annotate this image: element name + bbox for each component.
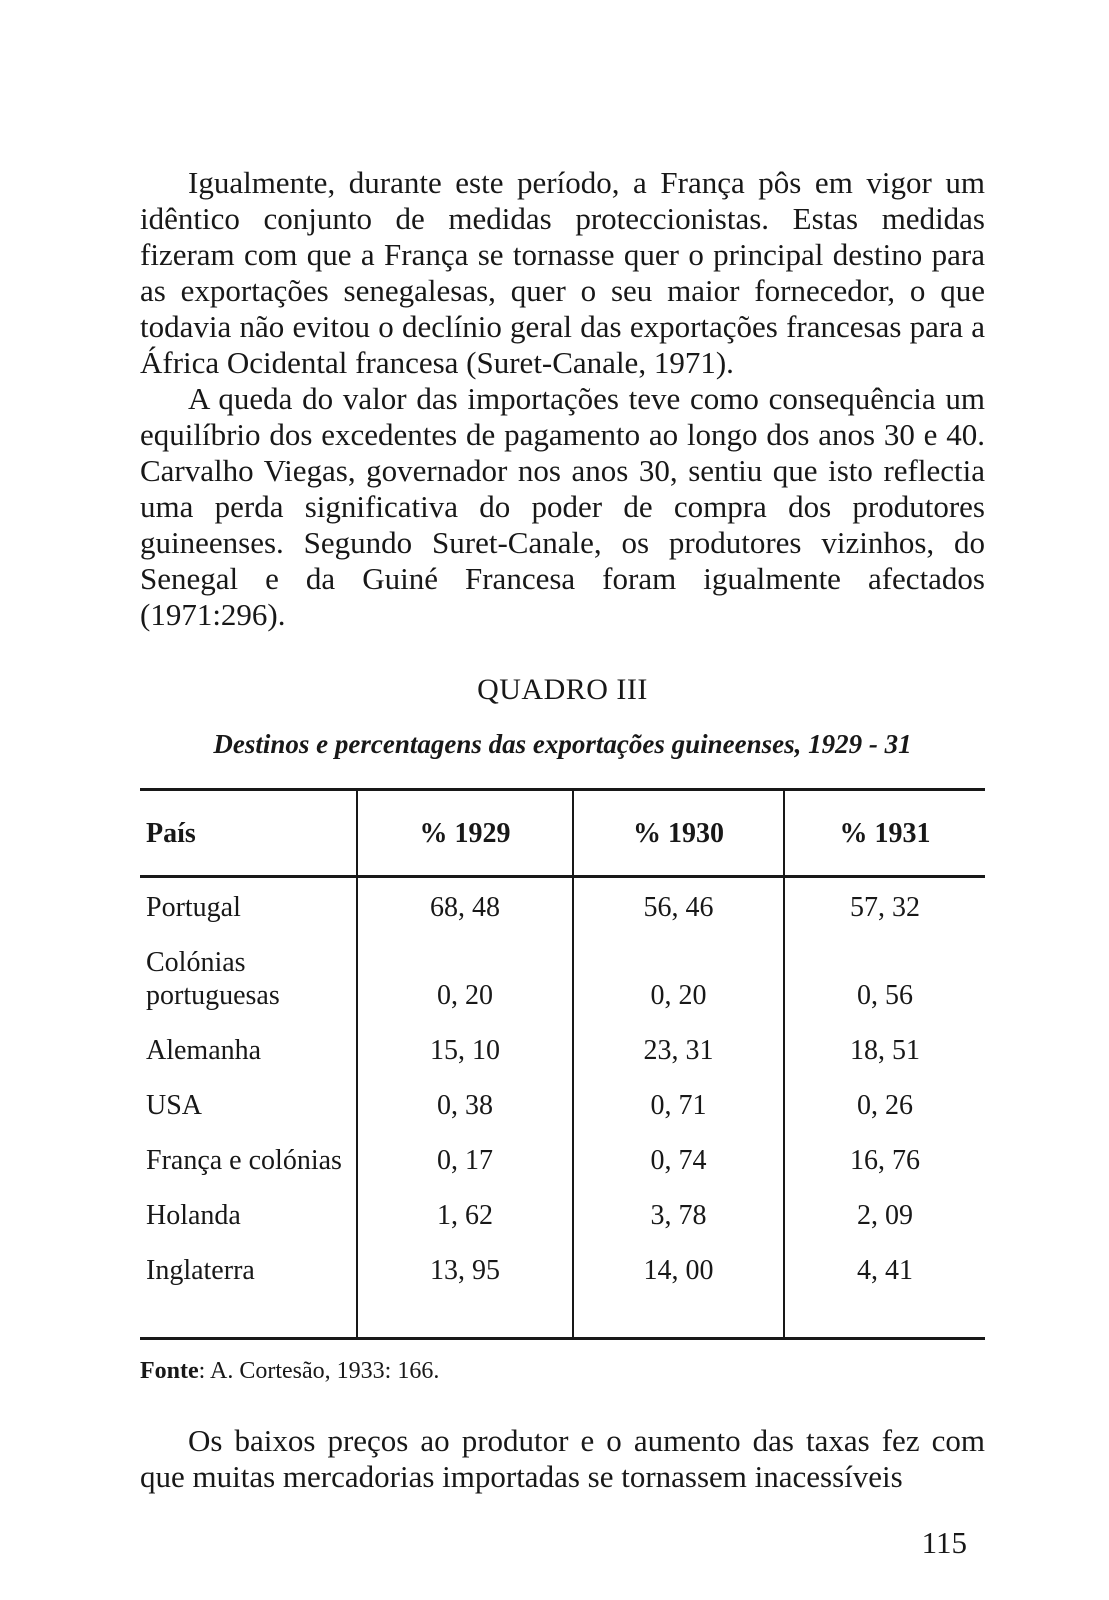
body-text: [140, 165, 985, 633]
table-row-inglaterra: [140, 1232, 985, 1339]
table-title: QUADRO III: [477, 673, 648, 706]
source-label: Fonte: [140, 1358, 199, 1384]
table-source: [140, 1358, 985, 1385]
value-cell: 0, 71: [573, 1067, 784, 1122]
header-row: [140, 790, 985, 877]
paragraph-2: A queda do valor das importações teve como consequência um equilíbrio dos excedentes de pagamento ao longo dos anos 30 e 40. Carvalho Viegas, governador nos anos 30, sentiu que isto reflectia uma perda significativa do poder de compra dos produtores guineenses. Segundo Suret-Canale, os produtores vizinhos, do Senegal e da Guiné Francesa foram igualmente afectados (1971:296).: [140, 381, 985, 632]
table-row-portugal: [140, 877, 985, 925]
column-header-1931: % 1931: [784, 790, 985, 877]
value-cell: 68, 48: [357, 877, 573, 925]
exports-table: [140, 788, 985, 1340]
value-cell: 0, 26: [857, 1090, 913, 1121]
column-header-1929: % 1929: [357, 790, 573, 877]
country-cell: Alemanha: [140, 1012, 357, 1067]
closing-paragraph: Os baixos preços ao produtor e o aumento das taxas fez com que muitas mercadorias importadas se tornassem inacessíveis: [140, 1423, 985, 1494]
country-cell: Inglaterra: [140, 1232, 357, 1339]
value-cell: 13, 95: [357, 1232, 573, 1339]
value-cell: 0, 74: [573, 1122, 784, 1177]
table-row-franca-e-colonias: [140, 1122, 985, 1177]
table-section: [140, 673, 985, 1385]
source-citation: : A. Cortesão, 1933: 166.: [198, 1358, 440, 1384]
country-cell: Colónias portuguesas: [140, 924, 357, 1012]
value-cell: 15, 10: [357, 1012, 573, 1067]
value-cell: 57, 32: [850, 892, 920, 923]
value-cell: 0, 56: [857, 980, 913, 1011]
value-cell: 0, 20: [357, 924, 573, 1012]
value-cell: 56, 46: [573, 877, 784, 925]
value-cell: 16, 76: [850, 1145, 920, 1176]
value-cell: 0, 17: [357, 1122, 573, 1177]
value-cell: 18, 51: [850, 1035, 920, 1066]
page-number: 115: [921, 1525, 967, 1560]
value-cell: 0, 20: [573, 924, 784, 1012]
table-row-usa: [140, 1067, 985, 1122]
country-cell: Portugal: [140, 877, 357, 925]
table-header: [140, 790, 985, 877]
table-row-holanda: [140, 1177, 985, 1232]
column-header-1930: % 1930: [573, 790, 784, 877]
table-row-alemanha: [140, 1012, 985, 1067]
paragraph-1: Igualmente, durante este período, a França pôs em vigor um idêntico conjunto de medidas proteccionistas. Estas medidas fizeram com que a França se tornasse quer o principal destino para as exportações senegalesas, quer o seu maior fornecedor, o que todavia não evitou o declínio geral das exportações francesas para a África Ocidental francesa (Suret-Canale, 1971).: [140, 165, 985, 380]
value-cell: 0, 38: [357, 1067, 573, 1122]
value-cell: 2, 09: [857, 1200, 913, 1231]
value-cell: 3, 78: [573, 1177, 784, 1232]
value-cell: 4, 41: [857, 1255, 913, 1286]
country-cell: USA: [140, 1067, 357, 1122]
column-header-country: País: [140, 790, 357, 877]
country-cell: França e colónias: [140, 1122, 357, 1177]
value-cell: 23, 31: [573, 1012, 784, 1067]
country-cell: Holanda: [140, 1177, 357, 1232]
table-body: [140, 877, 985, 1339]
value-cell: 1, 62: [357, 1177, 573, 1232]
table-row-colonias-portuguesas: [140, 924, 985, 1012]
value-cell: 14, 00: [573, 1232, 784, 1339]
table-subtitle: Destinos e percentagens das exportações guineenses, 1929 - 31: [213, 729, 912, 759]
